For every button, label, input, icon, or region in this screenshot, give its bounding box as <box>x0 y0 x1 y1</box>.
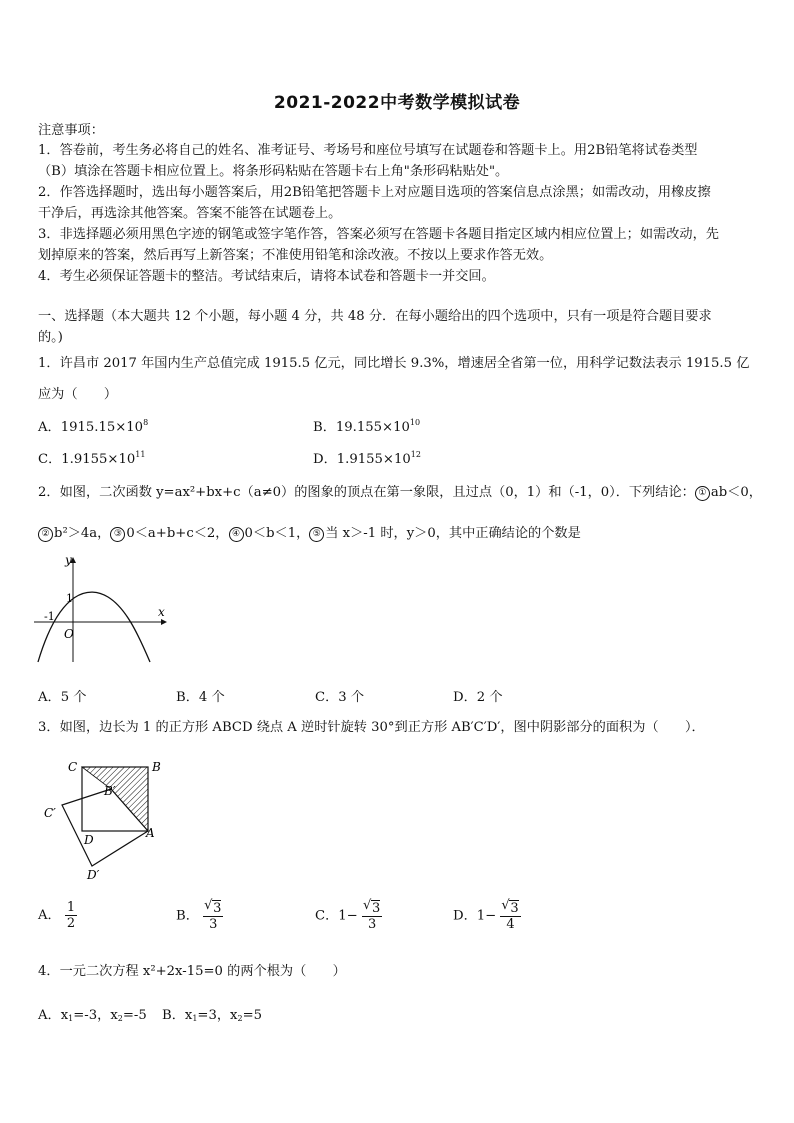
x-axis-label: x <box>158 605 165 619</box>
page-title: 2021-2022中考数学模拟试卷 <box>273 93 521 113</box>
y-intercept-label: 1 <box>66 592 73 605</box>
circled-4: ④ <box>229 527 244 542</box>
q2-stem: 2．如图，二次函数 y=ax²+bx+c（a≠0）的图象的顶点在第一象限，且过点（0，1）和（-1，0）．下列结论： ① ab＜0， <box>38 485 762 500</box>
q1-option-b: B．$19.155\times 10^{10}$ <box>313 418 421 435</box>
q2-option-b: B．4 个 <box>176 690 225 705</box>
label-a: A <box>146 826 155 840</box>
parabola-curve <box>38 592 150 662</box>
circled-3: ③ <box>110 527 125 542</box>
origin-label: O <box>64 627 74 641</box>
label-b: B <box>152 760 161 774</box>
q2-parabola-graph <box>30 550 180 665</box>
notice-line-1: 1．答卷前，考生务必将自己的姓名、准考证号、考场号和座位号填写在试题卷和答题卡上。用2B铅笔将试卷类型 <box>38 143 698 158</box>
q1-option-a: A．$1915.15\times 10^8$ <box>38 418 149 435</box>
label-c: C <box>68 760 78 774</box>
x-intercept-label: -1 <box>44 610 55 623</box>
q3-option-b: B． √ $\frac{3}{3}$ <box>176 900 223 932</box>
notice-line-4: 干净后，再选涂其他答案。答案不能答在试题卷上。 <box>38 206 342 221</box>
q2-option-a: A．5 个 <box>38 690 87 705</box>
q3-rotated-square-figure <box>40 755 170 885</box>
label-c-prime: C′ <box>44 806 56 820</box>
notice-line-7: 4．考生必须保证答题卡的整洁。考试结束后，请将本试卷和答题卡一并交回。 <box>38 269 495 284</box>
q3-option-a: A． $\frac{1}{2}$ <box>38 900 76 931</box>
q1-stem-cont: 应为（ ） <box>38 387 118 402</box>
q3-option-c: C．1− √ $\frac{3}{3}$ <box>315 900 382 932</box>
q3-stem: 3．如图，边长为 1 的正方形 ABCD 绕点 A 逆时针旋转 30°到正方形 AB′C′D′，图中阴影部分的面积为（ ）． <box>38 720 705 735</box>
q4-stem: 4．一元二次方程 x²+2x-15=0 的两个根为（ ） <box>38 964 346 979</box>
label-d-prime: D′ <box>87 868 100 882</box>
q4-option-a: A．$x_1=-3$，$x_2=-5$ <box>38 1008 147 1023</box>
q4-option-b: B．$x_1=3$，$x_2=5$ <box>162 1008 263 1023</box>
y-axis-label: y <box>65 553 72 567</box>
circled-1: ① <box>695 486 710 501</box>
q3-option-d: D．1− √ $\frac{3}{4}$ <box>453 900 521 932</box>
label-b-prime: B′ <box>104 784 116 798</box>
notice-line-5: 3．非选择题必须用黑色字迹的钢笔或签字笔作答，答案必须写在答题卡各题目指定区域内相应位置上；如需改动，先 <box>38 227 719 242</box>
label-d: D <box>84 833 94 847</box>
notice-heading: 注意事项： <box>38 123 104 138</box>
q1-option-d: D．$1.9155\times 10^{12}$ <box>313 450 421 467</box>
q2-option-c: C．3 个 <box>315 690 365 705</box>
q1-option-c: C．$1.9155\times 10^{11}$ <box>38 450 146 467</box>
circled-5: ⑤ <box>309 527 324 542</box>
notice-line-6: 划掉原来的答案，然后再写上新答案；不准使用铅笔和涂改液。不按以上要求作答无效。 <box>38 248 553 263</box>
q2-option-d: D．2 个 <box>453 690 503 705</box>
section-heading: 一、选择题（本大题共 12 个小题，每小题 4 分，共 48 分．在每小题给出的四个选项中，只有一项是符合题目要求 <box>38 309 712 324</box>
shaded-region <box>82 767 148 831</box>
notice-line-2: （B）填涂在答题卡相应位置上。将条形码粘贴在答题卡右上角"条形码粘贴处"。 <box>38 164 509 179</box>
q2-stem-cont: ② b²＞4a， ③ 0＜a+b+c＜2， ④ 0＜b＜1， ⑤ 当 x＞-1 时，y＞0，其中正确结论的个数是 <box>38 523 758 544</box>
section-heading-cont: 的。) <box>38 330 63 345</box>
q1-stem: 1．许昌市 2017 年国内生产总值完成 1915.5 亿元，同比增长 9.3%，增速居全省第一位，用科学记数法表示 1915.5 亿 <box>38 356 750 371</box>
notice-line-3: 2．作答选择题时，选出每小题答案后，用2B铅笔把答题卡上对应题目选项的答案信息点涂黑；如需改动，用橡皮擦 <box>38 185 711 200</box>
circled-2: ② <box>38 527 53 542</box>
